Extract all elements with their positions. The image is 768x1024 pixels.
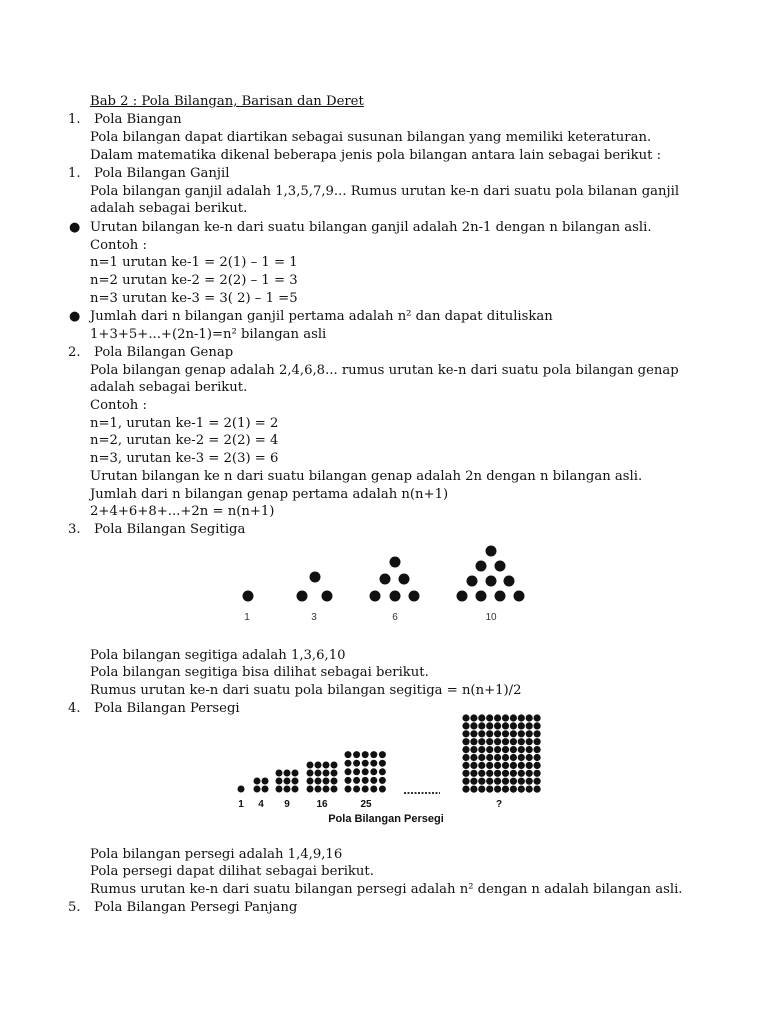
- square-dot: [478, 754, 485, 761]
- square-dot: [276, 786, 283, 793]
- square-dot: [331, 762, 338, 769]
- triangle-label: 10: [485, 612, 497, 623]
- square-dot: [494, 778, 501, 785]
- square-dot: [362, 786, 369, 793]
- square-dot: [534, 738, 541, 745]
- square-dot: [534, 770, 541, 777]
- square-dot: [362, 768, 369, 775]
- square-dot: [353, 760, 360, 767]
- square-dot: [534, 754, 541, 761]
- paragraph: Pola bilangan dapat diartikan sebagai susunan bilangan yang memiliki keteraturan.: [90, 130, 652, 145]
- square-dot: [502, 762, 509, 769]
- square-dot: [518, 714, 525, 721]
- square-dot: [534, 778, 541, 785]
- square-dot: [331, 770, 338, 777]
- square-dot: [494, 754, 501, 761]
- bullet-text: Jumlah dari n bilangan ganjil pertama adalah n² dan dapat dituliskan: [90, 309, 553, 324]
- section-heading: Pola Biangan: [94, 112, 182, 127]
- square-dot: [518, 730, 525, 737]
- square-dot: [502, 778, 509, 785]
- square-dot: [292, 786, 299, 793]
- square-dot: [292, 778, 299, 785]
- square-dot: [370, 751, 377, 758]
- square-dot: [478, 730, 485, 737]
- square-dot: [478, 722, 485, 729]
- square-dot: [462, 738, 469, 745]
- paragraph: Pola persegi dapat dilihat sebagai berikut.: [90, 864, 374, 879]
- subsection-heading-ganjil: Pola Bilangan Ganjil: [94, 166, 230, 181]
- square-dot: [518, 722, 525, 729]
- square-dot: [315, 786, 322, 793]
- subsection-number: 4.: [68, 701, 81, 716]
- square-dot: [284, 770, 291, 777]
- square-dot: [470, 762, 477, 769]
- example-line: n=1, urutan ke-1 = 2(1) = 2: [90, 416, 279, 431]
- square-dot: [470, 722, 477, 729]
- square-dot: [323, 778, 330, 785]
- contoh-label: Contoh :: [90, 238, 147, 253]
- square-dot: [262, 786, 269, 793]
- square-dot: [510, 754, 517, 761]
- square-dot: [534, 786, 541, 793]
- square-dot: [478, 714, 485, 721]
- square-dot: [510, 746, 517, 753]
- square-dot: [534, 730, 541, 737]
- square-dot: [315, 770, 322, 777]
- example-line: n=3, urutan ke-3 = 2(3) = 6: [90, 451, 279, 466]
- bullet-icon: ●: [69, 309, 81, 324]
- square-dot: [526, 786, 533, 793]
- square-dot: [262, 778, 269, 785]
- square-dot: [379, 786, 386, 793]
- square-dot: [518, 778, 525, 785]
- square-dot: [345, 768, 352, 775]
- square-dot: [362, 777, 369, 784]
- square-dot: [534, 762, 541, 769]
- square-dot: [307, 762, 314, 769]
- square-dot: [502, 738, 509, 745]
- square-dot: [494, 738, 501, 745]
- square-dot: [494, 762, 501, 769]
- square-dot: [238, 786, 245, 793]
- square-dot: [518, 738, 525, 745]
- example-line: n=2 urutan ke-2 = 2(2) – 1 = 3: [90, 273, 298, 288]
- square-dot: [502, 746, 509, 753]
- square-dot: [526, 778, 533, 785]
- square-dot: [526, 738, 533, 745]
- square-dot: [486, 754, 493, 761]
- subsection-heading-persegi: Pola Bilangan Persegi: [94, 701, 240, 716]
- square-dot: [494, 770, 501, 777]
- square-dot: [370, 760, 377, 767]
- square-dot: [462, 722, 469, 729]
- bullet-icon: ●: [69, 220, 81, 235]
- square-dot: [470, 786, 477, 793]
- paragraph: Pola bilangan segitiga bisa dilihat sebagai berikut.: [90, 665, 429, 680]
- subsection-number: 1.: [68, 166, 81, 181]
- square-dot: [478, 770, 485, 777]
- square-dot: [353, 786, 360, 793]
- square-dot: [526, 746, 533, 753]
- square-dot: [370, 777, 377, 784]
- square-dot: [494, 714, 501, 721]
- square-dot: [486, 722, 493, 729]
- triangle-label: 6: [392, 612, 398, 623]
- square-dot: [494, 746, 501, 753]
- square-dot: [345, 786, 352, 793]
- square-dot: [502, 714, 509, 721]
- square-dot: [534, 714, 541, 721]
- square-dot: [534, 746, 541, 753]
- formula-line: 2+4+6+8+...+2n = n(n+1): [90, 504, 275, 519]
- paragraph: Rumus urutan ke-n dari suatu pola bilangan segitiga = n(n+1)/2: [90, 683, 522, 698]
- square-dot: [518, 746, 525, 753]
- square-number-figure: [226, 710, 546, 830]
- square-dot: [362, 751, 369, 758]
- paragraph: Pola bilangan segitiga adalah 1,3,6,10: [90, 648, 346, 663]
- square-dot: [478, 786, 485, 793]
- square-dot: [353, 768, 360, 775]
- square-label: 1: [238, 799, 244, 810]
- subsection-heading-persegi-panjang: Pola Bilangan Persegi Panjang: [94, 900, 298, 915]
- square-dot: [518, 786, 525, 793]
- square-dot: [494, 730, 501, 737]
- square-dot: [307, 786, 314, 793]
- square-dot: [462, 762, 469, 769]
- square-dot: [353, 777, 360, 784]
- square-dot: [307, 770, 314, 777]
- paragraph: Pola bilangan ganjil adalah 1,3,5,7,9... Rumus urutan ke-n dari suatu pola bilanan ganjil: [90, 184, 680, 199]
- paragraph: adalah sebagai berikut.: [90, 201, 248, 216]
- triangle-label: 3: [311, 612, 317, 623]
- square-dot: [276, 778, 283, 785]
- square-dot: [331, 786, 338, 793]
- square-dot: [486, 714, 493, 721]
- square-dot: [331, 778, 338, 785]
- square-dot: [486, 762, 493, 769]
- square-dot: [345, 760, 352, 767]
- square-dot: [470, 714, 477, 721]
- square-dot: [462, 754, 469, 761]
- triangle-label: 1: [244, 612, 250, 623]
- square-dot: [526, 754, 533, 761]
- square-dot: [284, 778, 291, 785]
- subsection-heading-segitiga: Pola Bilangan Segitiga: [94, 522, 246, 537]
- square-dot: [323, 786, 330, 793]
- subsection-number: 2.: [68, 345, 81, 360]
- subsection-number: 3.: [68, 522, 81, 537]
- square-dot: [502, 786, 509, 793]
- square-label: 25: [360, 799, 372, 810]
- square-dot: [353, 751, 360, 758]
- subsection-heading-genap: Pola Bilangan Genap: [94, 345, 234, 360]
- figure-caption: Pola Bilangan Persegi: [328, 813, 444, 825]
- paragraph: Pola bilangan persegi adalah 1,4,9,16: [90, 847, 343, 862]
- square-dot: [462, 786, 469, 793]
- square-dot: [510, 730, 517, 737]
- square-dot: [379, 777, 386, 784]
- square-dot: [478, 738, 485, 745]
- section-number: 1.: [68, 112, 81, 127]
- square-dot: [254, 786, 261, 793]
- square-dot: [486, 770, 493, 777]
- square-label: 4: [258, 799, 264, 810]
- square-dot: [510, 770, 517, 777]
- square-dot: [307, 778, 314, 785]
- square-dot: [462, 778, 469, 785]
- square-dot: [494, 786, 501, 793]
- square-dot: [510, 722, 517, 729]
- square-dot: [502, 730, 509, 737]
- square-dot: [462, 730, 469, 737]
- square-dot: [526, 722, 533, 729]
- formula-line: 1+3+5+...+(2n-1)=n² bilangan asli: [90, 327, 327, 342]
- paragraph: Rumus urutan ke-n dari suatu bilangan persegi adalah n² dengan n adalah bilangan asli.: [90, 882, 683, 897]
- square-dot: [478, 778, 485, 785]
- square-dot: [518, 762, 525, 769]
- triangle-number-figure: [230, 540, 530, 630]
- square-dot: [315, 762, 322, 769]
- square-dot: [284, 786, 291, 793]
- paragraph: Jumlah dari n bilangan genap pertama adalah n(n+1): [90, 487, 449, 502]
- square-dot: [323, 762, 330, 769]
- square-dot: [470, 730, 477, 737]
- example-line: n=2, urutan ke-2 = 2(2) = 4: [90, 433, 279, 448]
- paragraph: Dalam matematika dikenal beberapa jenis pola bilangan antara lain sebagai berikut :: [90, 148, 662, 163]
- document-title: Bab 2 : Pola Bilangan, Barisan dan Deret: [90, 94, 364, 109]
- square-dot: [379, 751, 386, 758]
- square-dot: [478, 762, 485, 769]
- square-dot: [510, 778, 517, 785]
- square-dot: [345, 751, 352, 758]
- square-dot: [462, 746, 469, 753]
- subsection-number: 5.: [68, 900, 81, 915]
- square-dot: [379, 760, 386, 767]
- paragraph: Urutan bilangan ke n dari suatu bilangan genap adalah 2n dengan n bilangan asli.: [90, 469, 643, 484]
- contoh-label: Contoh :: [90, 398, 147, 413]
- square-dot: [526, 762, 533, 769]
- square-dot: [518, 754, 525, 761]
- square-dot: [315, 778, 322, 785]
- square-dot: [502, 770, 509, 777]
- square-label: 16: [316, 799, 328, 810]
- square-dot: [502, 754, 509, 761]
- square-dot: [494, 722, 501, 729]
- bullet-text: Urutan bilangan ke-n dari suatu bilangan ganjil adalah 2n-1 dengan n bilangan asli.: [90, 220, 652, 235]
- square-dot: [510, 762, 517, 769]
- square-dot: [470, 746, 477, 753]
- square-dot: [470, 770, 477, 777]
- square-dot: [526, 730, 533, 737]
- square-dot: [526, 770, 533, 777]
- square-dot: [292, 770, 299, 777]
- example-line: n=3 urutan ke-3 = 3( 2) – 1 =5: [90, 291, 298, 306]
- paragraph: adalah sebagai berikut.: [90, 380, 248, 395]
- square-dot: [345, 777, 352, 784]
- square-dot: [486, 786, 493, 793]
- square-dot: [379, 768, 386, 775]
- square-dot: [323, 770, 330, 777]
- square-dot: [486, 738, 493, 745]
- square-dot: [518, 770, 525, 777]
- square-dot: [362, 760, 369, 767]
- square-dot: [462, 714, 469, 721]
- square-label: ?: [495, 799, 503, 810]
- square-dot: [510, 786, 517, 793]
- square-dot: [370, 768, 377, 775]
- square-dot: [462, 770, 469, 777]
- square-dot: [502, 722, 509, 729]
- square-dot: [478, 746, 485, 753]
- square-dot: [470, 778, 477, 785]
- square-dot: [510, 714, 517, 721]
- square-dot: [470, 754, 477, 761]
- paragraph: Pola bilangan genap adalah 2,4,6,8... rumus urutan ke-n dari suatu pola bilangan genap: [90, 363, 679, 378]
- square-dot: [510, 738, 517, 745]
- square-dot: [276, 770, 283, 777]
- square-dot: [470, 738, 477, 745]
- square-dot: [526, 714, 533, 721]
- square-dot: [370, 786, 377, 793]
- example-line: n=1 urutan ke-1 = 2(1) – 1 = 1: [90, 255, 298, 270]
- square-dot: [486, 746, 493, 753]
- square-dot: [254, 778, 261, 785]
- square-dot: [486, 778, 493, 785]
- square-dot: [534, 722, 541, 729]
- square-dot: [486, 730, 493, 737]
- square-label: 9: [284, 799, 290, 810]
